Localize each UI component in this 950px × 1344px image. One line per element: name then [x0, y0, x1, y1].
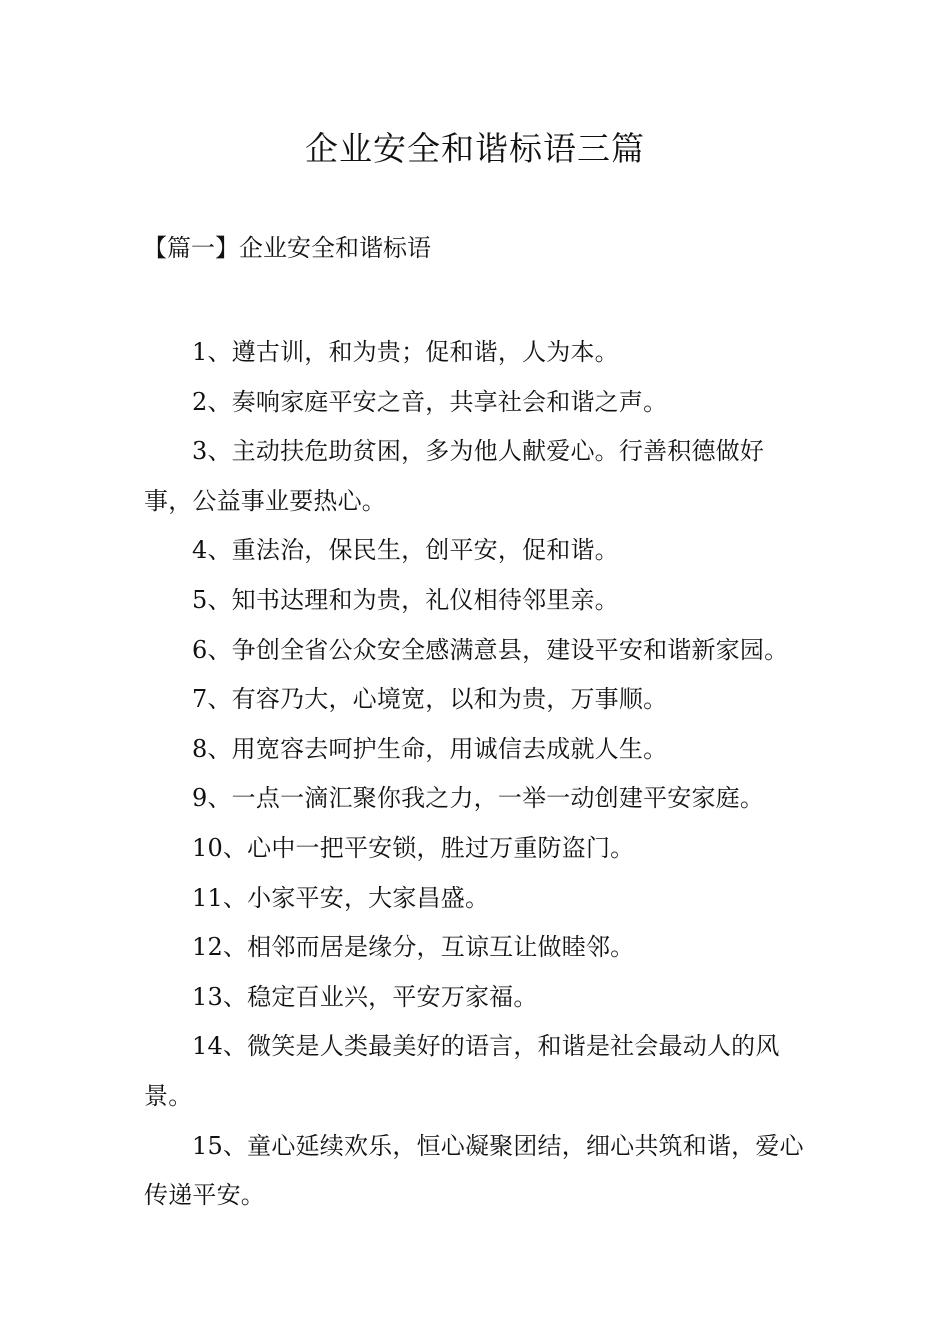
slogan-item: 14、微笑是人类最美好的语言，和谐是社会最动人的风景。 — [144, 1032, 780, 1110]
slogan-item: 15、童心延续欢乐，恒心凝聚团结，细心共筑和谐，爱心传递平安。 — [144, 1131, 804, 1210]
slogan-item: 13、稳定百业兴，平安万家福。 — [192, 982, 538, 1011]
slogan-item: 12、相邻而居是缘分，互谅互让做睦邻。 — [192, 933, 635, 962]
section-heading: 【篇一】企业安全和谐标语 — [143, 234, 431, 262]
slogan-item: 6、争创全省公众安全感满意县，建设平安和谐新家园。 — [192, 635, 789, 664]
slogan-list — [144, 328, 812, 1221]
document-title: 企业安全和谐标语三篇 — [305, 129, 645, 168]
slogan-item: 9、一点一滴汇聚你我之力，一举一动创建平安家庭。 — [192, 784, 765, 813]
slogan-item: 7、有容乃大，心境宽，以和为贵，万事顺。 — [192, 685, 668, 714]
slogan-item: 3、主动扶危助贫困，多为他人献爱心。行善积德做好事，公益事业要热心。 — [144, 437, 765, 515]
slogan-item: 1、遵古训，和为贵；促和谐，人为本。 — [192, 338, 619, 366]
slogan-item: 11、小家平安，大家昌盛。 — [192, 883, 490, 912]
slogan-item: 4、重法治，保民生，创平安，促和谐。 — [192, 536, 619, 565]
slogan-item: 10、心中一把平安锁，胜过万重防盗门。 — [192, 833, 635, 862]
slogan-item: 5、知书达理和为贵，礼仪相待邻里亲。 — [192, 585, 619, 614]
slogan-item: 8、用宽容去呵护生命，用诚信去成就人生。 — [192, 734, 668, 763]
slogan-item: 2、奏响家庭平安之音，共享社会和谐之声。 — [192, 387, 668, 416]
